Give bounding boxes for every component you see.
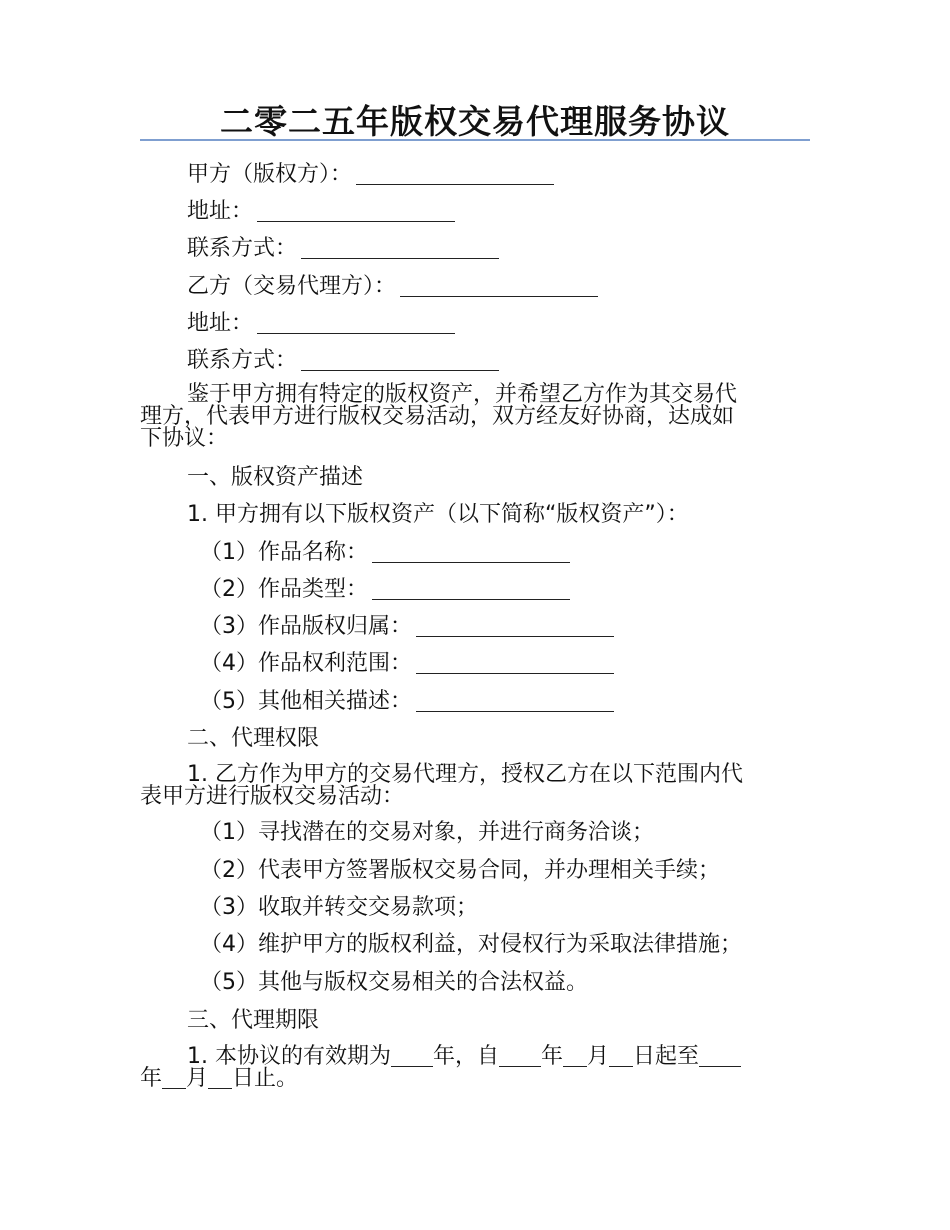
section-2-clause-1-line-1: 1. 乙方作为甲方的交易代理方，授权乙方在以下范围内代: [187, 762, 743, 787]
start-year-blank[interactable]: [499, 1046, 541, 1067]
asset-item-label: （3）作品版权归属：: [200, 614, 412, 639]
document-title: 二零二五年版权交易代理服务协议: [220, 102, 730, 141]
start-month-blank[interactable]: [563, 1046, 587, 1067]
asset-item-blank[interactable]: [372, 577, 570, 600]
asset-item-3: [200, 612, 614, 642]
party-a-contact-blank[interactable]: [301, 236, 499, 259]
term-text-a: 1. 本协议的有效期为: [187, 1044, 391, 1069]
end-day-blank[interactable]: [208, 1068, 232, 1089]
party-b-blank[interactable]: [400, 274, 598, 297]
party-b-contact-blank[interactable]: [301, 348, 499, 371]
party-a-blank[interactable]: [356, 162, 554, 185]
asset-item-4: [200, 649, 614, 679]
asset-item-2: [200, 575, 570, 605]
section-2-clause-1-line-2: 表甲方进行版权交易活动：: [140, 784, 405, 809]
authority-item: （4）维护甲方的版权利益，对侵权行为采取法律措施；: [200, 932, 742, 957]
end-year-blank[interactable]: [699, 1046, 741, 1067]
preamble-line-3: 下协议：: [140, 426, 229, 451]
asset-item-blank[interactable]: [416, 689, 614, 712]
party-a-label: 甲方（版权方）：: [187, 162, 353, 187]
party-b-contact-line: [187, 346, 499, 376]
term-text-f: 年: [140, 1066, 163, 1091]
term-years-blank[interactable]: [391, 1046, 433, 1067]
section-1-clause-1: 1. 甲方拥有以下版权资产（以下简称“版权资产”）：: [187, 502, 689, 527]
authority-item: （5）其他与版权交易相关的合法权益。: [200, 970, 588, 995]
section-3-heading: 三、代理期限: [187, 1008, 320, 1033]
authority-item: （1）寻找潜在的交易对象，并进行商务洽谈；: [200, 820, 654, 845]
term-text-d: 月: [587, 1044, 610, 1069]
party-b-contact-label: 联系方式：: [187, 348, 298, 373]
section-2-clause-1: [140, 764, 810, 808]
term-text-h: 日止。: [232, 1066, 299, 1091]
party-a-address-line: [187, 197, 455, 227]
preamble-line-2: 理方，代表甲方进行版权交易活动，双方经友好协商，达成如: [140, 404, 735, 429]
party-b-line: [187, 272, 598, 302]
section-2-heading: 二、代理权限: [187, 726, 320, 751]
term-text-e: 日起至: [633, 1044, 700, 1069]
term-text-b: 年，自: [432, 1044, 499, 1069]
party-b-address-blank[interactable]: [257, 311, 455, 334]
asset-item-label: （2）作品类型：: [200, 577, 368, 602]
party-b-label: 乙方（交易代理方）：: [187, 274, 397, 299]
start-day-blank[interactable]: [609, 1046, 633, 1067]
party-a-contact-line: [187, 234, 499, 264]
asset-item-label: （5）其他相关描述：: [200, 689, 412, 714]
section-1-heading: 一、版权资产描述: [187, 465, 364, 490]
party-a-line: [187, 160, 554, 190]
asset-item-blank[interactable]: [416, 651, 614, 674]
party-a-contact-label: 联系方式：: [187, 236, 298, 261]
authority-item: （3）收取并转交交易款项；: [200, 895, 478, 920]
asset-item-5: [200, 687, 614, 717]
term-text-g: 月: [186, 1066, 209, 1091]
party-a-address-blank[interactable]: [257, 199, 455, 222]
asset-item-label: （4）作品权利范围：: [200, 651, 412, 676]
term-line-1: [140, 1046, 810, 1068]
term-text-c: 年: [541, 1044, 564, 1069]
authority-item: （2）代表甲方签署版权交易合同，并办理相关手续；: [200, 858, 720, 883]
party-b-address-label: 地址：: [187, 311, 254, 336]
preamble-paragraph: [140, 384, 810, 450]
asset-item-1: [200, 538, 570, 568]
asset-item-label: （1）作品名称：: [200, 540, 368, 565]
title-underline: [140, 139, 810, 141]
party-b-address-line: [187, 309, 455, 339]
asset-item-blank[interactable]: [372, 540, 570, 563]
party-a-address-label: 地址：: [187, 199, 254, 224]
preamble-line-1: 鉴于甲方拥有特定的版权资产，并希望乙方作为其交易代: [187, 382, 738, 407]
end-month-blank[interactable]: [162, 1068, 186, 1089]
term-line-2: [140, 1068, 810, 1090]
asset-item-blank[interactable]: [416, 614, 614, 637]
section-3-clause-1: [140, 1046, 810, 1090]
